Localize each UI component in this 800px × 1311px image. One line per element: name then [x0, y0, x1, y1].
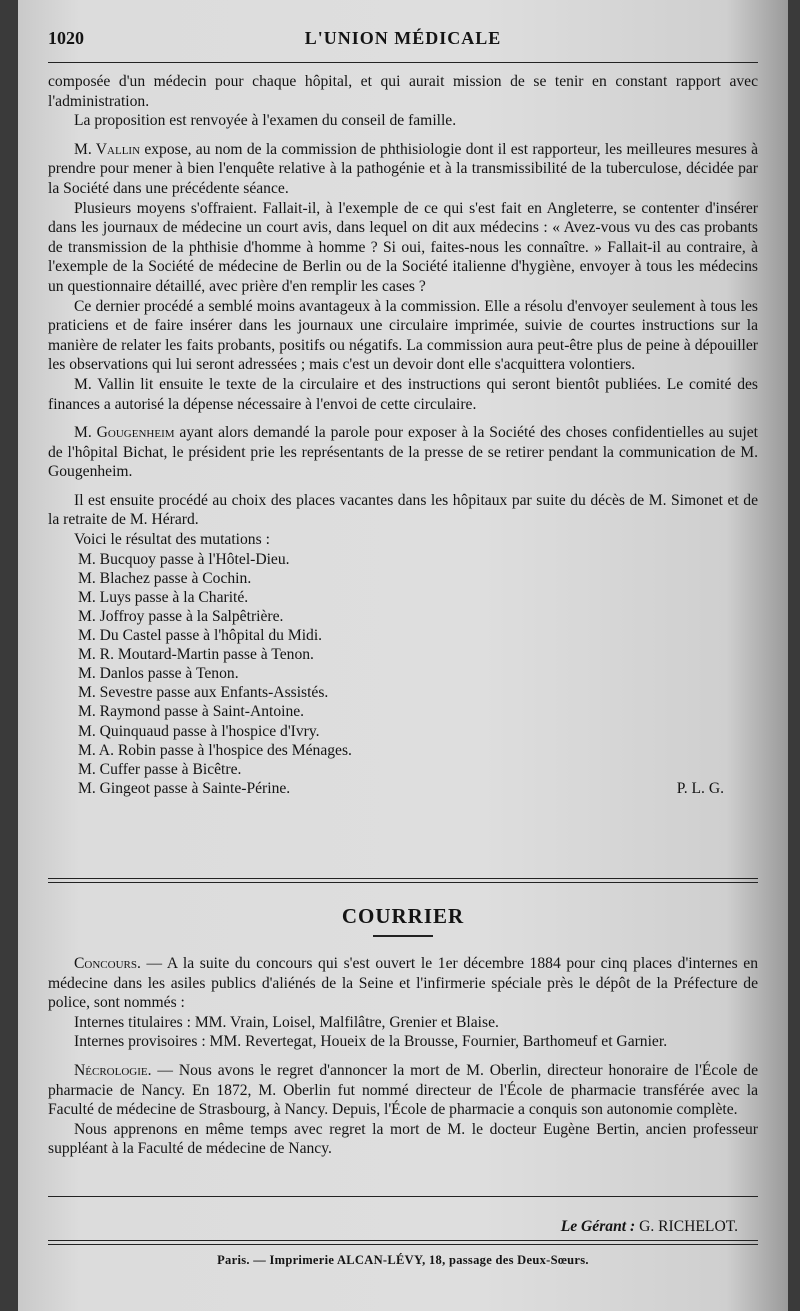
paragraph-circulaire: M. Vallin lit ensuite le texte de la circulaire et des instructions qui seront bientôt publiées. Le comité des finances a autorisé la dépense nécessaire à l'envoi de cette circulaire.	[48, 375, 758, 413]
paragraph-resultat: Voici le résultat des mutations :	[74, 531, 270, 549]
heading-underline	[373, 935, 433, 937]
paragraph-places: Il est ensuite procédé au choix des places vacantes dans les hôpitaux par suite du décès de M. Simonet et de la retraite de M. Hérard.	[48, 491, 758, 529]
courrier-heading: COURRIER	[341, 904, 465, 928]
journal-page	[18, 0, 788, 1311]
mutations-list	[48, 550, 758, 798]
page-header	[48, 22, 758, 52]
paragraph-vallin: M. Vallin expose, au nom de la commission de phthisiologie dont il est rapporteur, les meilleures mesures à prendre pour mener à bien l'enquête relative à la pathogénie et à la transmissibilité de la tuberculose, décidée par la Société dans une précédente séance.	[48, 140, 758, 197]
list-item: M. Sevestre passe aux Enfants-Assistés.	[78, 684, 329, 702]
paragraph-bertin: Nous apprenons en même temps avec regret la mort de M. le docteur Eugène Bertin, ancien professeur suppléant à la Faculté de médecine de Nancy.	[48, 1120, 758, 1158]
footer-rule	[48, 1196, 758, 1197]
paragraph-concours: Concours. — A la suite du concours qui s'est ouvert le 1er décembre 1884 pour cinq places d'internes en médecine dans les asiles publics d'aliénés de la Seine et l'infirmerie spéciale près le dépôt de la Préfecture de police, sont nommés :	[48, 955, 758, 1012]
list-item: M. Quinquaud passe à l'hospice d'Ivry.	[78, 722, 320, 740]
rubric-label: Concours.	[74, 955, 141, 972]
signature: P. L. G.	[676, 779, 724, 797]
list-item: M. Joffroy passe à la Salpêtrière.	[78, 607, 284, 625]
list-item: M. R. Moutard-Martin passe à Tenon.	[78, 646, 314, 664]
paragraph-moyens: Plusieurs moyens s'offraient. Fallait-il, à l'exemple de ce qui s'est fait en Angleterre, se contenter d'insérer dans les journaux de médecine un court avis, dans lequel on dit aux médecins : « Avez-vous vu des cas probants de transmission de la phthisie d'homme à homme ? Si oui, faites-nous les connaître. » Fallait-il au contraire, à l'exemple de la Société de médecine de Berlin ou de la Société italienne d'hygiène, envoyer à tous les médecins un questionnaire détaillé, avec prière d'en remplir les cases ?	[48, 199, 758, 295]
imprint-rule-bottom	[48, 1244, 758, 1245]
imprint-rule-top	[48, 1240, 758, 1241]
section-rule-bottom	[48, 882, 758, 883]
list-item: M. Gingeot passe à Sainte-Périne.	[78, 779, 291, 797]
list-item: M. Cuffer passe à Bicêtre.	[78, 760, 242, 778]
list-item: M. Blachez passe à Cochin.	[78, 569, 252, 587]
gerant-name: G. RICHELOT.	[639, 1218, 738, 1235]
paragraph-gougenheim: M. Gougenheim ayant alors demandé la parole pour exposer à la Société des choses confidentielles au sujet de l'hôpital Bichat, le président prie les représentants de la presse de se retirer pendant la communication de M. Gougenheim.	[48, 424, 758, 481]
paragraph-titulaires: Internes titulaires : MM. Vrain, Loisel, Malfilâtre, Grenier et Blaise.	[74, 1013, 499, 1031]
list-item: M. A. Robin passe à l'hospice des Ménages.	[78, 741, 352, 759]
section-rule-top	[48, 878, 758, 879]
list-item: M. Du Castel passe à l'hôpital du Midi.	[78, 627, 323, 645]
journal-title: L'UNION MÉDICALE	[304, 28, 502, 48]
speaker-name: M. Vallin	[74, 140, 141, 158]
list-item: M. Danlos passe à Tenon.	[78, 665, 239, 683]
gerant-line	[48, 1218, 738, 1236]
paragraph-commission: composée d'un médecin pour chaque hôpital, et qui aurait mission de se tenir en constant rapport avec l'administration.	[48, 73, 758, 110]
imprint-line: Paris. — Imprimerie ALCAN-LÉVY, 18, passage des Deux-Sœurs.	[217, 1253, 589, 1267]
gerant-label: Le Gérant :	[560, 1218, 636, 1235]
courrier-section	[48, 954, 758, 1159]
page-number: 1020	[48, 28, 84, 48]
paragraph-procede: Ce dernier procédé a semblé moins avantageux à la commission. Elle a résolu d'envoyer seulement à tous les praticiens et de faire insérer dans les journaux une circulaire imprimée, suivie de courtes instructions sur la manière de relater les faits probants, positifs ou négatifs. La commission aura peut-être plus de peine à dépouiller les observations qui lui seront adressées ; mais c'est un devoir dont elle s'acquittera volontiers.	[48, 297, 758, 374]
rubric-label: Nécrologie.	[74, 1061, 152, 1079]
list-item: M. Luys passe à la Charité.	[78, 588, 249, 606]
society-report	[48, 72, 758, 798]
paragraph-necrologie: Nécrologie. — Nous avons le regret d'annoncer la mort de M. Oberlin, directeur honoraire de l'École de pharmacie de Nancy. En 1872, M. Oberlin fut nommé directeur de l'École de pharmacie transférée avec la Faculté de médecine de Strasbourg, à Nancy. Depuis, l'École de pharmacie a conquis son autonomie complète.	[48, 1061, 758, 1119]
list-item: M. Raymond passe à Saint-Antoine.	[78, 703, 305, 721]
speaker-name: M. Gougenheim	[74, 424, 175, 442]
paragraph-provisoires: Internes provisoires : MM. Revertegat, Houeix de la Brousse, Fournier, Barthomeuf et Garnier.	[74, 1033, 668, 1051]
paragraph-proposition: La proposition est renvoyée à l'examen du conseil de famille.	[74, 112, 457, 130]
list-item: M. Bucquoy passe à l'Hôtel-Dieu.	[78, 550, 290, 568]
header-rule	[48, 62, 758, 63]
